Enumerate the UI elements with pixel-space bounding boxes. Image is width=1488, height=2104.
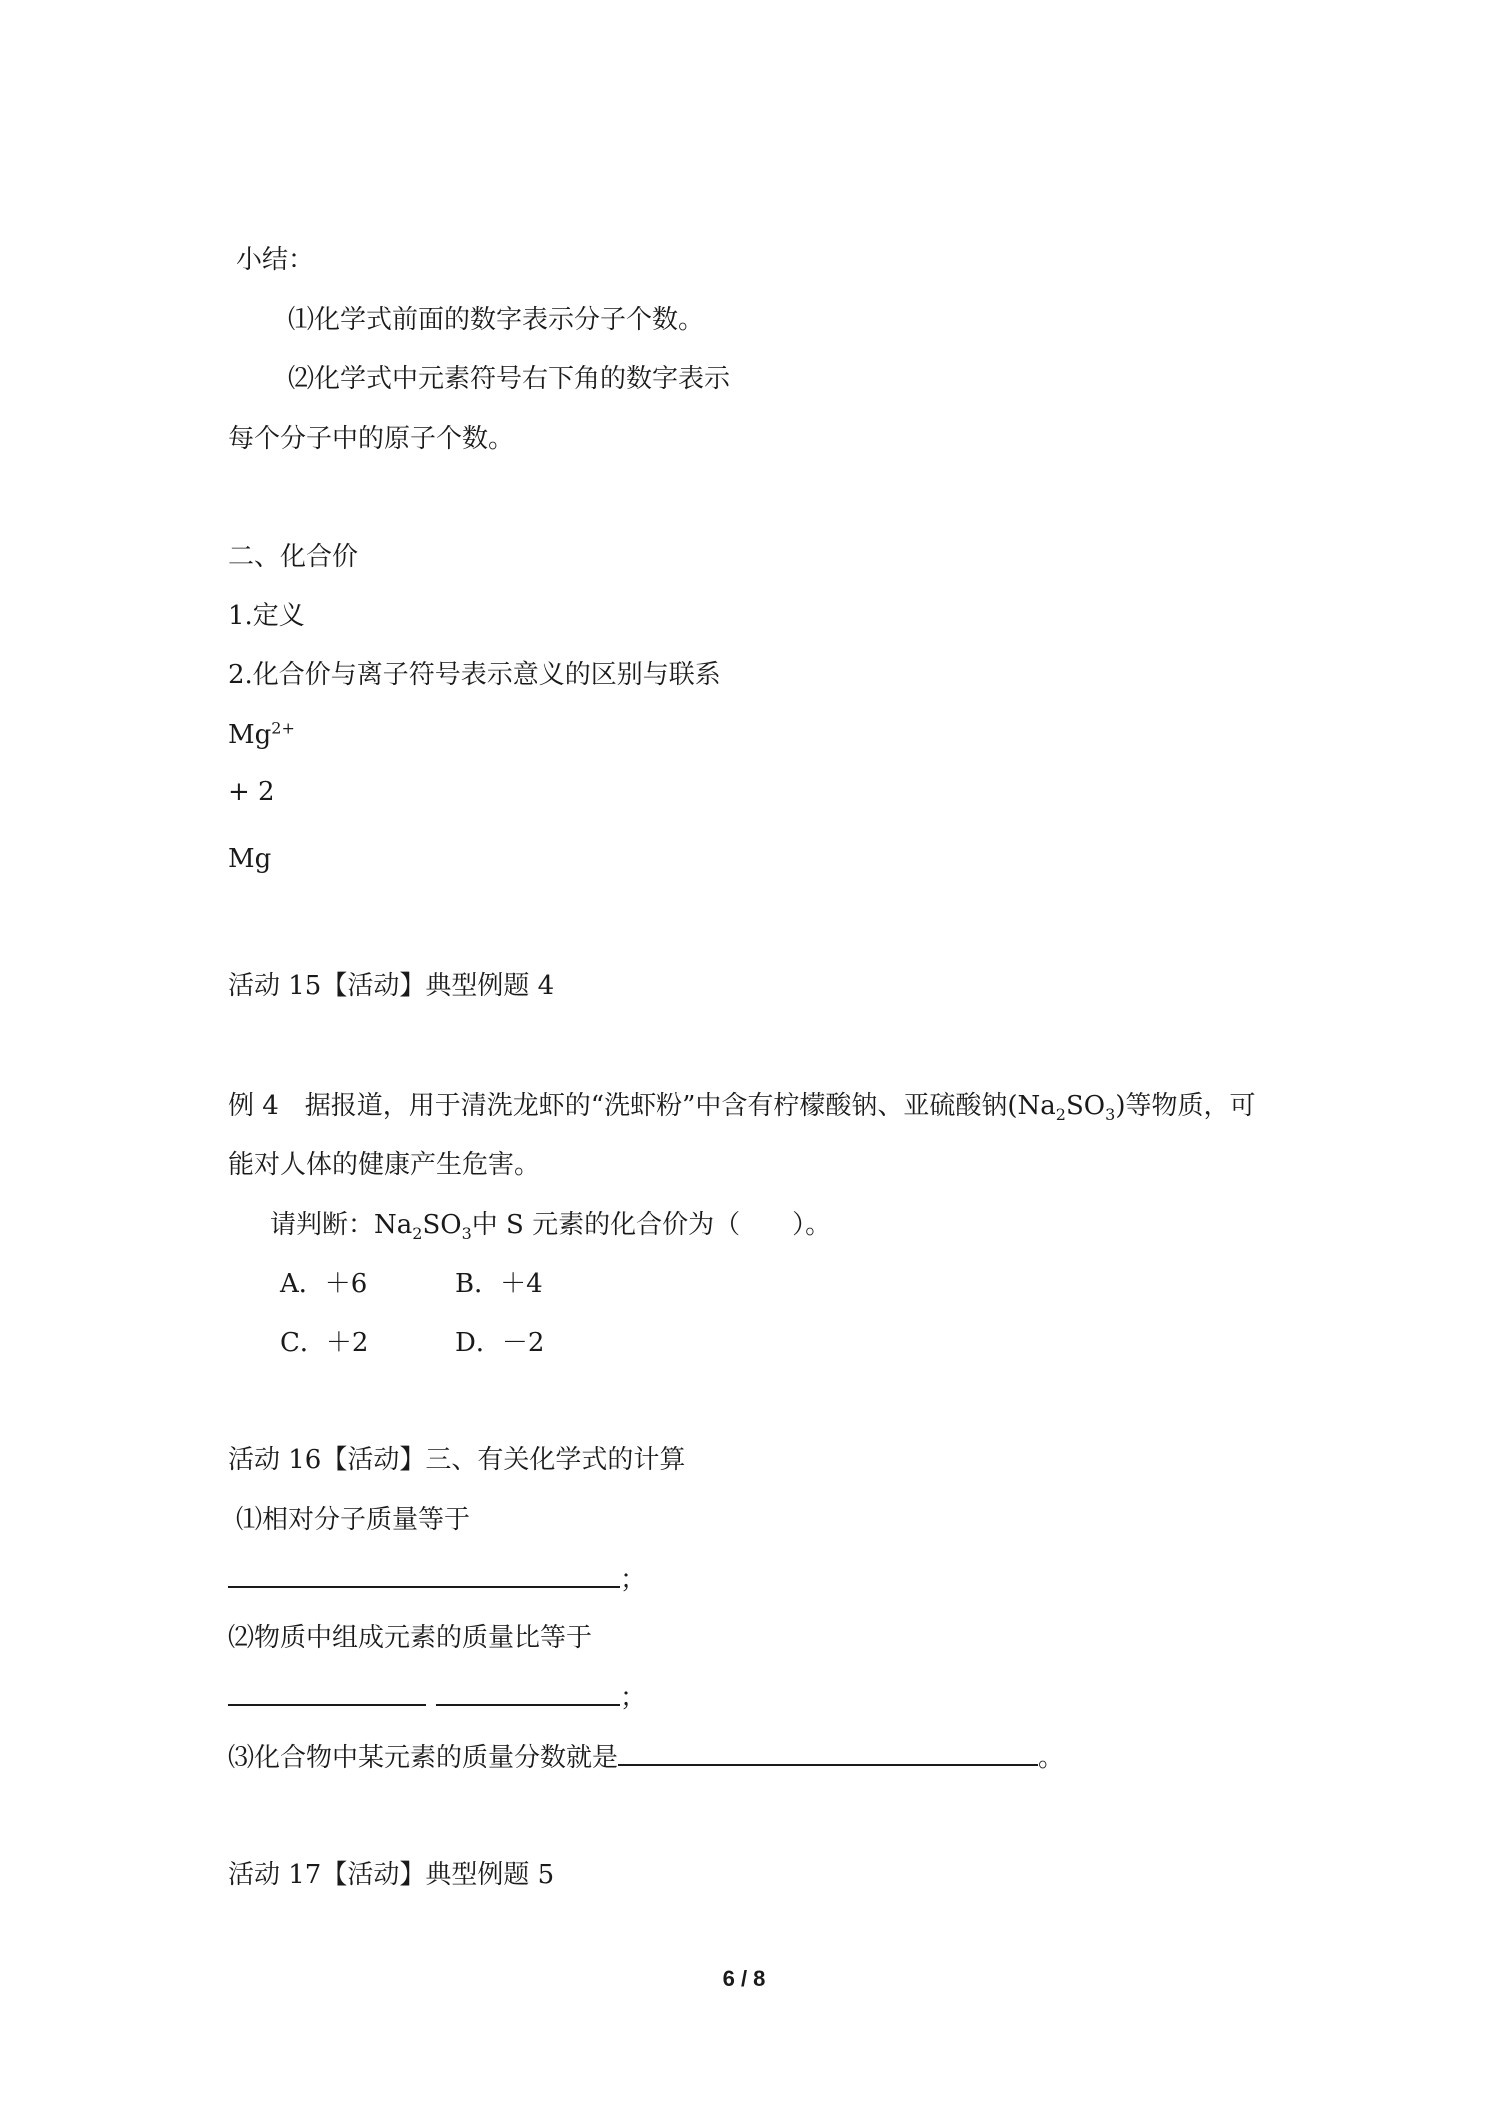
example-4-question — [270, 1208, 831, 1242]
activity-17-title: 活动 17【活动】典型例题 5 — [228, 1860, 555, 1890]
ion-symbol — [228, 718, 295, 752]
subscript: 3 — [1105, 1105, 1116, 1125]
subscript: 3 — [461, 1224, 472, 1244]
summary-point-2: ⑵化学式中元素符号右下角的数字表示 — [288, 364, 731, 394]
ion-element: Mg — [228, 720, 272, 750]
question-part: 中 S 元素的化合价为（ ）。 — [471, 1210, 832, 1240]
section-item-definition: 1.定义 — [228, 601, 305, 631]
answer-blank — [436, 1680, 620, 1706]
calc-q2: ⑵物质中组成元素的质量比等于 — [228, 1623, 593, 1653]
section-item-distinction: 2.化合价与离子符号表示意义的区别与联系 — [228, 660, 721, 690]
valence-number: + 2 — [228, 777, 275, 807]
punctuation: ； — [620, 1683, 647, 1713]
page-number: 6 / 8 — [722, 1966, 766, 1991]
calc-q1-blank-line — [228, 1562, 646, 1597]
summary-point-1: ⑴化学式前面的数字表示分子个数。 — [288, 305, 705, 335]
option-d: D．－2 — [455, 1328, 545, 1358]
answer-blank — [228, 1562, 620, 1588]
question-part: 请判断：Na — [270, 1210, 413, 1240]
summary-heading: 小结： — [236, 245, 315, 275]
question-part: SO — [422, 1210, 462, 1240]
ion-charge: 2+ — [271, 718, 295, 738]
question-part: ⑶化合物中某元素的质量分数就是 — [228, 1743, 619, 1773]
option-b: B．＋4 — [455, 1269, 543, 1299]
example-4-text — [228, 1089, 1255, 1123]
summary-point-2-cont: 每个分子中的原子个数。 — [228, 424, 515, 454]
subscript: 2 — [412, 1224, 423, 1244]
section-heading-valence: 二、化合价 — [228, 542, 359, 572]
punctuation: ； — [620, 1565, 647, 1595]
calc-q2-blank-line — [228, 1680, 646, 1715]
subscript: 2 — [1055, 1105, 1066, 1125]
calc-q1: ⑴相对分子质量等于 — [236, 1505, 471, 1535]
answer-blank — [618, 1740, 1038, 1766]
example-4-text-cont: 能对人体的健康产生危害。 — [228, 1150, 541, 1180]
activity-16-title: 活动 16【活动】三、有关化学式的计算 — [228, 1445, 686, 1475]
valence-element: Mg — [228, 844, 272, 874]
activity-15-title: 活动 15【活动】典型例题 4 — [228, 971, 555, 1001]
option-c: C．＋2 — [280, 1328, 369, 1358]
option-a: A．＋6 — [280, 1269, 368, 1299]
answer-blank — [228, 1680, 426, 1706]
example-text-part: )等物质，可 — [1115, 1091, 1256, 1121]
punctuation: 。 — [1038, 1743, 1065, 1773]
calc-q3 — [228, 1740, 1064, 1775]
example-text-part: SO — [1065, 1091, 1106, 1121]
example-text-part: 例 4 据报道，用于清洗龙虾的“洗虾粉”中含有柠檬酸钠、亚硫酸钠(Na — [228, 1091, 1056, 1121]
